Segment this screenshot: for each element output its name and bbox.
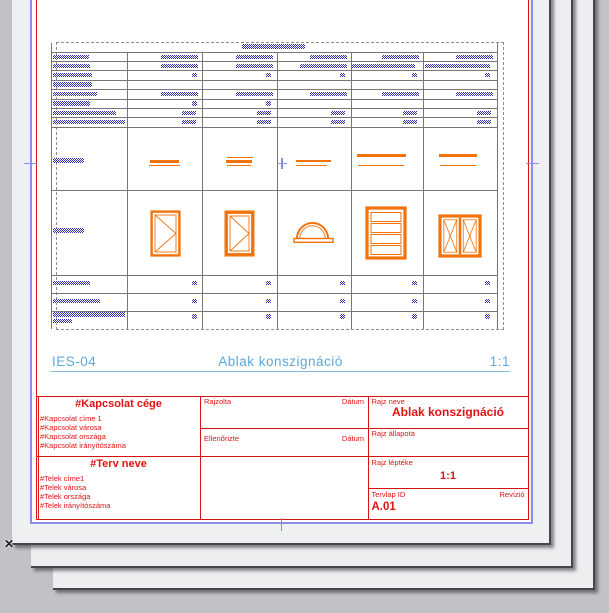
greeked-text-bar (53, 101, 90, 106)
table-grid-line (51, 99, 497, 100)
drawing-scale-value: 1:1 (440, 470, 456, 482)
window-symbol-double-casement (438, 214, 482, 258)
greeked-text-bar (161, 92, 198, 97)
site-address-line: #Telek irányítószáma (40, 500, 111, 510)
greeked-text-bar (266, 281, 271, 286)
greeked-text-bar (53, 55, 89, 60)
greeked-text-bar (485, 281, 490, 286)
greeked-text-bar (192, 73, 197, 78)
greeked-text-bar (340, 314, 345, 319)
greeked-text-bar (53, 64, 90, 69)
window-plan-symbol-line (150, 160, 179, 163)
greeked-text-bar (53, 319, 72, 324)
window-plan-symbol-line (227, 165, 251, 166)
greeked-text-bar (236, 92, 273, 97)
date-label: Dátum (341, 397, 364, 406)
table-grid-line (51, 117, 497, 118)
greeked-text-bar (340, 73, 345, 78)
titleblock-border (36, 456, 529, 457)
greeked-text-bar (257, 111, 271, 116)
window-plan-symbol-line (439, 154, 477, 157)
greeked-text-bar (310, 92, 347, 97)
greeked-text-bar (340, 299, 345, 304)
greeked-text-bar (266, 314, 271, 319)
greeked-text-bar (53, 281, 90, 286)
greeked-text-bar (53, 158, 84, 163)
drawing-scale-field-label: Rajz léptéke (371, 457, 413, 467)
table-grid-line (51, 61, 497, 62)
project-name: #Terv neve (90, 458, 147, 470)
window-plan-symbol-line (149, 165, 180, 166)
window-symbol-casement (150, 210, 181, 257)
company-address-line: #Kapcsolat irányítószáma (40, 441, 126, 450)
table-grid-line (51, 108, 497, 109)
drawing-scale-label[interactable]: 1:1 (489, 354, 510, 369)
greeked-text-bar (456, 92, 493, 97)
greeked-text-bar (456, 55, 493, 60)
drawn-by-label: Rajzolta (204, 397, 232, 406)
greeked-text-bar (53, 73, 92, 78)
table-grid-line (51, 70, 497, 71)
window-plan-symbol-line (440, 165, 476, 166)
greeked-text-bar (53, 299, 100, 304)
window-symbol-louver (365, 206, 407, 260)
greeked-text-bar (425, 64, 490, 69)
company-address-line: #Kapcsolat címe 1 (40, 414, 102, 423)
table-grid-line (497, 43, 498, 329)
greeked-text-bar (53, 111, 116, 116)
drawing-status-label: Rajz állapota (371, 428, 415, 438)
table-grid-line (51, 52, 497, 53)
greeked-text-bar (53, 120, 125, 125)
greeked-text-bar (331, 111, 345, 116)
window-plan-symbol-line (296, 165, 327, 166)
table-grid-line (51, 293, 497, 294)
greeked-text-bar (403, 120, 417, 125)
drawing-title-label[interactable]: Ablak konszignáció (218, 354, 343, 369)
titleblock-border (36, 396, 529, 397)
greeked-text-bar (182, 111, 196, 116)
greeked-text-bar (340, 281, 345, 286)
greeked-text-bar (412, 281, 417, 286)
greeked-text-bar (485, 314, 490, 319)
site-address-line: #Telek országa (40, 491, 91, 501)
greeked-text-bar (403, 111, 417, 116)
greeked-text-bar (192, 281, 197, 286)
greeked-text-bar (331, 120, 345, 125)
drawing-name-value: Ablak konszignáció (391, 405, 505, 419)
greeked-text-bar (236, 64, 273, 69)
table-grid-line (51, 127, 497, 128)
greeked-text-bar (412, 314, 417, 319)
titleblock-border (368, 488, 529, 489)
window-plan-symbol-line (227, 157, 253, 158)
greeked-text-bar (352, 64, 415, 69)
table-grid-line (51, 80, 497, 81)
greeked-text-bar (161, 64, 198, 69)
window-plan-symbol-line (296, 160, 331, 163)
greeked-text-bar (236, 55, 273, 60)
greeked-text-bar (266, 101, 271, 106)
company-address-line: #Kapcsolat országa (40, 432, 106, 441)
greeked-text-bar (485, 299, 490, 304)
window-plan-symbol-line (357, 154, 406, 157)
greeked-text-bar (382, 55, 419, 60)
company-address-line: #Kapcsolat városa (40, 423, 102, 432)
greeked-text-bar (382, 92, 419, 97)
company-name: #Kapcsolat cége (75, 398, 162, 410)
sheet-id-value: A.01 (371, 500, 396, 513)
site-address-line: #Telek városa (40, 482, 87, 492)
greeked-text-bar (192, 101, 197, 106)
table-grid-line (51, 190, 497, 191)
layout-sheet-front[interactable] (12, 0, 551, 545)
greeked-text-bar (477, 120, 491, 125)
table-grid-line (277, 52, 278, 329)
table-grid-line (351, 52, 352, 329)
greeked-text-bar (266, 73, 271, 78)
greeked-text-bar (412, 299, 417, 304)
greeked-text-bar (53, 82, 92, 87)
titleblock-border (200, 428, 529, 429)
table-grid-line (202, 52, 203, 329)
table-grid-line (51, 43, 52, 329)
greeked-text-bar (53, 312, 125, 317)
greeked-text-bar (412, 73, 417, 78)
drawing-id-label[interactable]: IES-04 (52, 354, 97, 369)
greeked-text-bar (266, 299, 271, 304)
window-plan-symbol-line (226, 160, 252, 163)
greeked-text-bar (242, 44, 305, 49)
greeked-text-bar (192, 314, 197, 319)
titleblock-border (200, 396, 201, 520)
table-grid-line (51, 89, 497, 90)
sheet-id-label: Tervlap ID (371, 489, 406, 499)
greeked-text-bar (182, 120, 196, 125)
drawing-header-underline (51, 371, 510, 372)
revision-label: Revízió (499, 489, 525, 499)
greeked-text-bar (300, 64, 347, 69)
table-grid-line (423, 52, 424, 329)
window-symbol-arch (293, 221, 334, 244)
greeked-text-bar (161, 55, 198, 60)
table-grid-line (51, 275, 497, 276)
window-symbol-casement-bold (224, 210, 255, 257)
greeked-text-bar (192, 299, 197, 304)
checked-by-label: Ellenőrizte (204, 434, 240, 443)
greeked-text-bar (53, 92, 97, 97)
greeked-text-bar (477, 111, 491, 116)
greeked-text-bar (310, 55, 347, 60)
greeked-text-bar (485, 73, 490, 78)
window-plan-symbol-line (358, 165, 404, 166)
drawing-name-label: Rajz neve (371, 396, 405, 406)
site-address-line: #Telek címe1 (40, 473, 85, 483)
greeked-text-bar (257, 120, 271, 125)
close-icon[interactable]: ✕ (4, 537, 15, 551)
date-label: Dátum (341, 434, 364, 443)
selection-marquee (56, 42, 504, 330)
greeked-text-bar (53, 228, 84, 233)
table-grid-line (127, 52, 128, 329)
